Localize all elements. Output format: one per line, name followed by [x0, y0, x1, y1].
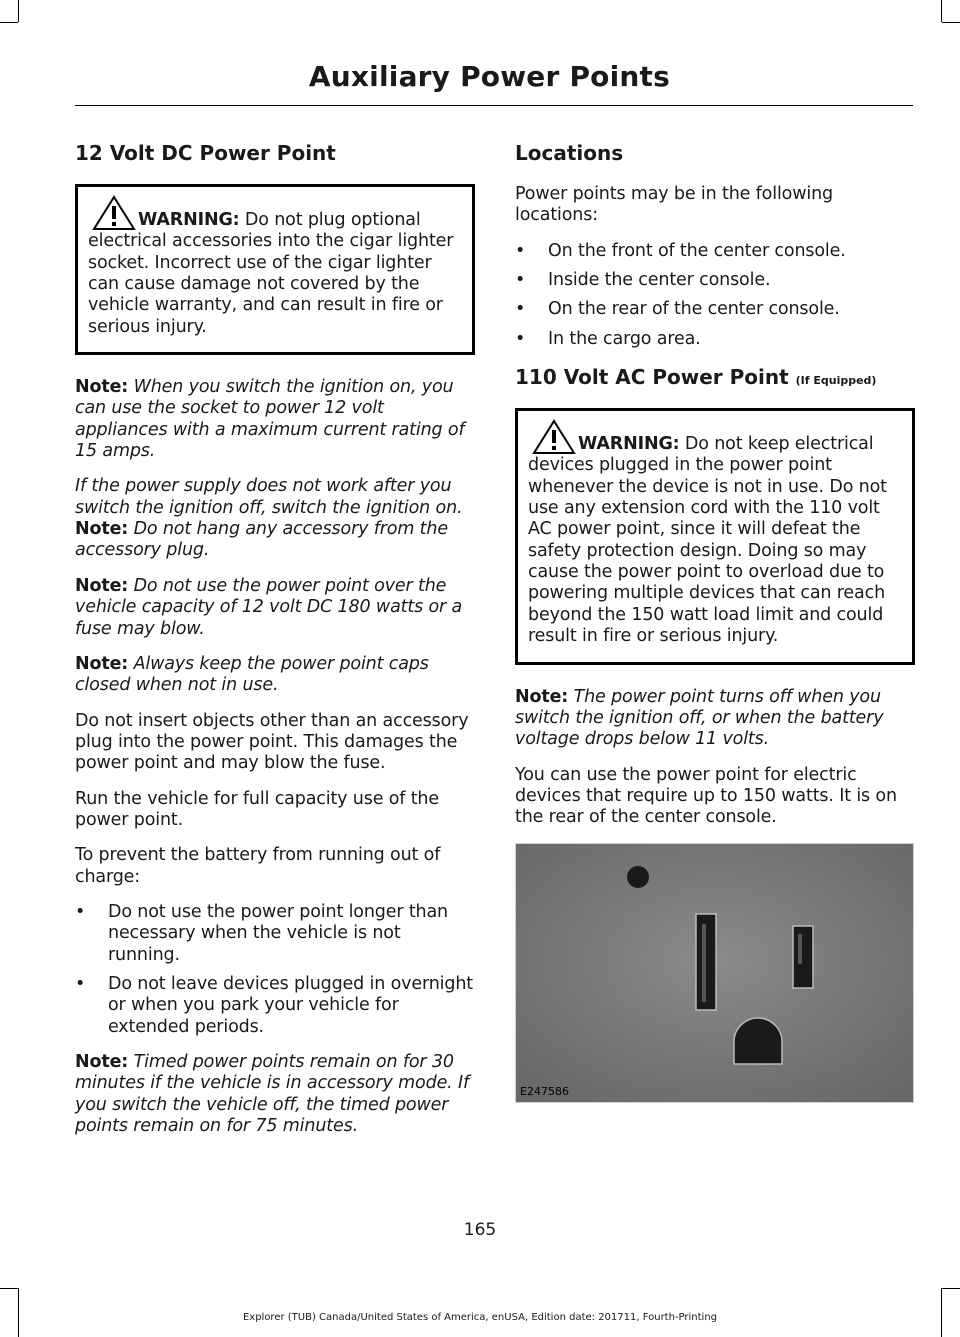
note-text: Do not use the power point over the vehicle capacity of 12 volt DC 180 watts or a fuse may blow.	[75, 575, 463, 639]
power-outlet-figure	[515, 843, 914, 1103]
section-heading-110v	[515, 364, 915, 390]
crop-mark	[0, 1288, 18, 1289]
warning-box-12v	[75, 184, 475, 355]
crop-mark	[0, 22, 18, 23]
section-heading-12v: 12 Volt DC Power Point	[75, 141, 336, 165]
power-outlet-image	[516, 844, 913, 1102]
left-column	[75, 140, 475, 1151]
warning-body: Do not plug optional electrical accessories into the cigar lighter socket. Incorrect use of the cigar lighter can cause damage not covered by the vehicle warranty, and can result in fire or serious injury.	[88, 210, 454, 337]
note-text: Do not hang any accessory from the accessory plug.	[75, 519, 448, 561]
crop-mark	[942, 22, 960, 23]
heading-text: 110 Volt AC Power Point	[515, 365, 789, 390]
warning-text	[528, 419, 902, 647]
warning-text	[88, 195, 462, 338]
note-text: When you switch the ignition on, you can use the socket to power 12 volt appliances with a maximum current rating of 15 amps.	[75, 377, 465, 462]
warning-label: WARNING:	[578, 434, 680, 455]
figure-code: E247586	[520, 1084, 569, 1098]
crop-mark	[942, 1288, 960, 1289]
page-title: Auxiliary Power Points	[308, 60, 670, 93]
body-paragraph: Run the vehicle for full capacity use of the power point.	[75, 788, 439, 830]
battery-tips-list	[75, 902, 475, 1038]
note-label: Note:	[515, 686, 569, 707]
note-label: Note:	[75, 519, 129, 540]
crop-mark	[18, 0, 19, 22]
body-paragraph: Do not insert objects other than an accessory plug into the power point. This damages the power point and may blow the fuse.	[75, 710, 469, 774]
warning-triangle-icon	[92, 195, 136, 231]
note-label: Note:	[75, 653, 129, 674]
crop-mark	[941, 0, 942, 22]
note-paragraph	[75, 519, 475, 562]
locations-list	[515, 241, 915, 350]
note-label: Note:	[75, 1052, 129, 1072]
body-paragraph: Power points may be in the following locations:	[515, 184, 833, 226]
list-item: • Do not leave devices plugged in overnight or when you park your vehicle for extended periods.	[75, 974, 475, 1038]
warning-body: Do not keep electrical devices plugged in the power point whenever the device is not in use. Do not use any extension cord with the 110 volt AC power point, since it will defeat the safety protection design. Doing so may cause the power point to overload due to powering multiple devices that can reach beyond the 150 watt load limit and could result in fire or serious injury.	[528, 434, 887, 647]
note-paragraph	[515, 687, 915, 751]
list-item: • On the front of the center console.	[515, 241, 915, 262]
list-item: • Inside the center console.	[515, 270, 915, 291]
note-text: Timed power points remain on for 30 minutes if the vehicle is in accessory mode. If you switch the vehicle off, the timed power points remain on for 75 minutes.	[75, 1052, 470, 1137]
note-text: The power point turns off when you switch the ignition off, or when the battery voltage drops below 11 volts.	[515, 686, 884, 750]
header-divider	[75, 105, 913, 106]
section-heading-locations: Locations	[515, 141, 624, 165]
note-label: Note:	[75, 377, 129, 398]
warning-box-110v	[515, 408, 915, 664]
footer-edition-text: Explorer (TUB) Canada/United States of America, enUSA, Edition date: 201711, Fourth-Printing	[242, 1312, 718, 1323]
list-item: • On the rear of the center console.	[515, 299, 915, 320]
body-paragraph: You can use the power point for electric devices that require up to 150 watts. It is on the rear of the center console.	[515, 764, 897, 828]
right-column	[515, 140, 915, 1103]
note-continuation: If the power supply does not work after you switch the ignition off, switch the ignition on.	[75, 476, 463, 518]
note-paragraph	[75, 1052, 475, 1137]
warning-triangle-icon	[532, 419, 576, 455]
note-text: Always keep the power point caps closed when not in use.	[75, 653, 429, 696]
body-paragraph: To prevent the battery from running out of charge:	[75, 845, 441, 887]
note-label: Note:	[75, 575, 129, 596]
page-number: 165	[463, 1220, 497, 1240]
note-paragraph	[75, 654, 475, 697]
list-item: • Do not use the power point longer than necessary when the vehicle is not running.	[75, 902, 475, 966]
note-paragraph	[75, 576, 475, 640]
heading-qualifier: (If Equipped)	[795, 374, 877, 388]
list-item: • In the cargo area.	[515, 329, 915, 350]
warning-label: WARNING:	[138, 210, 240, 230]
note-paragraph	[75, 377, 475, 462]
